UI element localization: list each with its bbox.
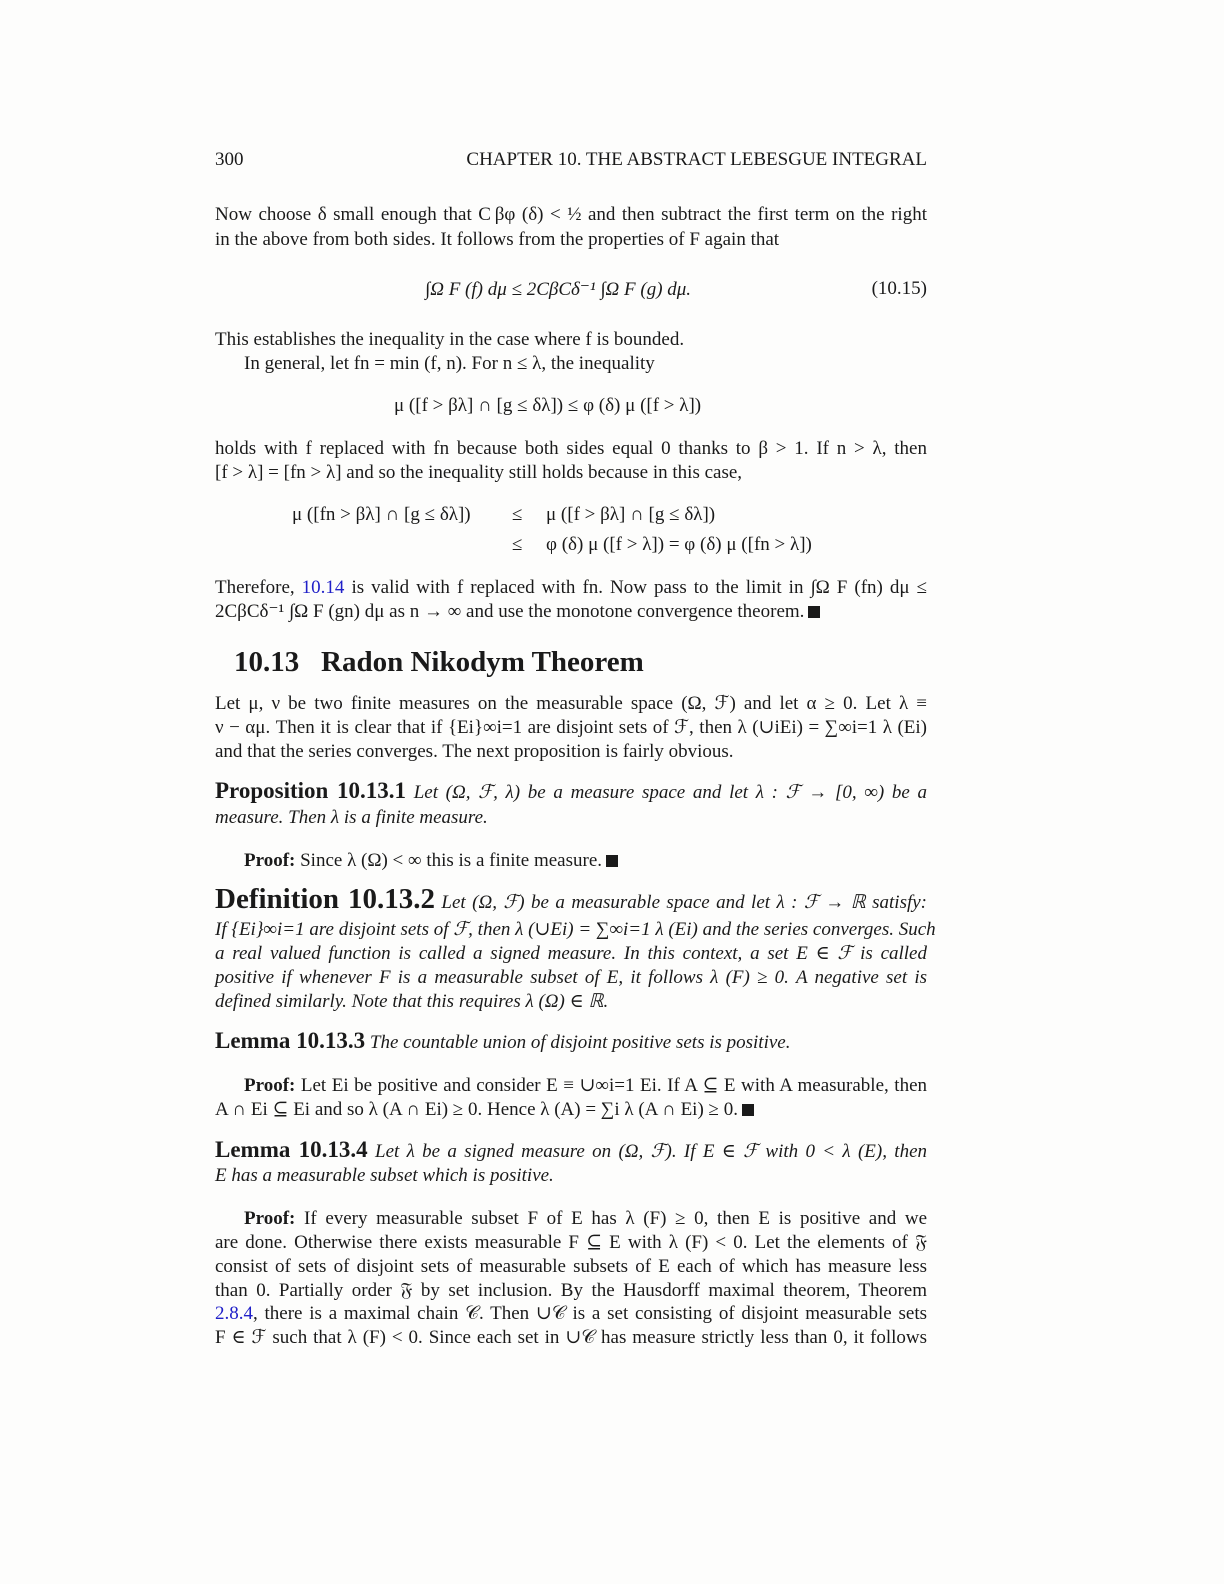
definition-line: a real valued function is called a signed measure. In this context, a set E ∈ ℱ is called — [215, 943, 927, 964]
definition-label: Definition 10.13.2 — [215, 883, 435, 915]
section-title: Radon Nikodym Theorem — [321, 646, 644, 678]
proof-line: consist of sets of disjoint sets of measurable subsets of E each of which has measure less — [215, 1256, 927, 1277]
text-line: This establishes the inequality in the case where f is bounded. — [215, 329, 685, 350]
proof-line — [215, 1074, 927, 1098]
text-line: Let μ, ν be two finite measures on the measurable space (Ω, ℱ) and let α ≥ 0. Let λ ≡ — [215, 693, 927, 714]
equation-array-rel: ≤ — [512, 504, 523, 525]
text-line: Now choose δ small enough that C βφ (δ) < ½ and then subtract the first term on the right — [215, 204, 927, 225]
definition-line: If {Ei}∞i=1 are disjoint sets of ℱ, then λ (∪Ei) = ∑∞i=1 λ (Ei) and the series converges. Such — [215, 919, 936, 940]
text-line — [215, 576, 927, 600]
proof-text: Since λ (Ω) < ∞ this is a finite measure. — [300, 850, 603, 871]
definition-line: defined similarly. Note that this requires λ (Ω) ∈ ℝ. — [215, 991, 609, 1012]
proof-line — [215, 1098, 927, 1122]
section-heading — [234, 646, 644, 679]
proposition-label: Proposition 10.13.1 — [215, 778, 407, 803]
equation-number: (10.15) — [871, 278, 927, 299]
theorem-link[interactable]: 2.8.4 — [215, 1303, 253, 1324]
equation-10-15: ∫Ω F (f) dμ ≤ 2CβCδ⁻¹ ∫Ω F (g) dμ. — [425, 279, 692, 300]
qed-icon — [606, 855, 618, 867]
definition-text: Let (Ω, ℱ) be a measurable space and let λ : ℱ → ℝ satisfy: — [441, 892, 928, 913]
text-line: In general, let fn = min (f, n). For n ≤ λ, the inequality — [244, 353, 655, 374]
proposition-line — [215, 779, 927, 805]
text-fragment: Therefore, — [215, 577, 295, 598]
equation-array-right: μ ([f > βλ] ∩ [g ≤ δλ]) — [546, 504, 716, 525]
proof-label: Proof: — [244, 1208, 296, 1229]
text-fragment: is valid with f replaced with fn. Now pass to the limit in ∫Ω F (fn) dμ ≤ — [351, 577, 928, 598]
page-number: 300 — [215, 149, 244, 170]
section-number: 10.13 — [234, 646, 300, 678]
proof-label: Proof: — [244, 1075, 296, 1096]
proof-label: Proof: — [244, 850, 296, 871]
proof-text: If every measurable subset F of E has λ (F) ≥ 0, then E is positive and we — [304, 1208, 928, 1229]
proof-line — [215, 849, 927, 873]
equation-array-right: φ (δ) μ ([f > λ]) = φ (δ) μ ([fn > λ]) — [546, 534, 812, 555]
proof-line — [215, 1302, 927, 1326]
lemma-line — [215, 1138, 927, 1164]
lemma-line: E has a measurable subset which is positive. — [215, 1165, 554, 1186]
definition-line — [215, 883, 928, 915]
text-line: [f > λ] = [fn > λ] and so the inequality still holds because in this case, — [215, 462, 743, 483]
running-header: CHAPTER 10. THE ABSTRACT LEBESGUE INTEGRAL — [466, 149, 927, 170]
equation-array-left: μ ([fn > βλ] ∩ [g ≤ δλ]) — [292, 504, 471, 525]
lemma-text: Let λ be a signed measure on (Ω, ℱ). If E ∈ ℱ with 0 < λ (E), then — [375, 1141, 928, 1162]
lemma-label: Lemma 10.13.4 — [215, 1137, 368, 1162]
definition-line: positive if whenever F is a measurable subset of E, it follows λ (F) ≥ 0. A negative set is — [215, 967, 927, 988]
text-line: in the above from both sides. It follows from the properties of F again that — [215, 229, 780, 250]
qed-icon — [808, 606, 820, 618]
proof-text: , there is a maximal chain 𝒞. Then ∪𝒞 is a set consisting of disjoint measurable sets — [253, 1303, 927, 1324]
text-fragment: 2CβCδ⁻¹ ∫Ω F (gn) dμ as n → ∞ and use the monotone convergence theorem. — [215, 601, 805, 622]
lemma-text: The countable union of disjoint positive sets is positive. — [369, 1032, 791, 1053]
text-line: holds with f replaced with fn because both sides equal 0 thanks to β > 1. If n > λ, then — [215, 438, 927, 459]
proposition-text: Let (Ω, ℱ, λ) be a measure space and let λ : ℱ → [0, ∞) be a — [413, 782, 927, 803]
equation-mu: μ ([f > βλ] ∩ [g ≤ δλ]) ≤ φ (δ) μ ([f > λ]) — [394, 395, 702, 416]
proof-line: are done. Otherwise there exists measurable F ⊆ E with λ (F) < 0. Let the elements of 𝔉 — [215, 1232, 927, 1253]
proof-text: A ∩ Ei ⊆ Ei and so λ (A ∩ Ei) ≥ 0. Hence λ (A) = ∑i λ (A ∩ Ei) ≥ 0. — [215, 1099, 738, 1120]
text-line — [215, 600, 927, 624]
equation-array-rel: ≤ — [512, 534, 523, 555]
proof-line — [215, 1207, 927, 1231]
proof-line: F ∈ ℱ such that λ (F) < 0. Since each set in ∪𝒞 has measure strictly less than 0, it follows — [215, 1327, 927, 1348]
equation-link[interactable]: 10.14 — [301, 577, 345, 598]
text-line: and that the series converges. The next proposition is fairly obvious. — [215, 741, 734, 762]
text-line: ν − αμ. Then it is clear that if {Ei}∞i=1 are disjoint sets of ℱ, then λ (∪iEi) = ∑∞i=1 λ (Ei) — [215, 717, 927, 738]
lemma-label: Lemma 10.13.3 — [215, 1028, 366, 1053]
proposition-line: measure. Then λ is a finite measure. — [215, 807, 488, 828]
proof-text: Let Ei be positive and consider E ≡ ∪∞i=1 Ei. If A ⊆ E with A measurable, then — [300, 1075, 927, 1096]
lemma-line — [215, 1029, 927, 1055]
qed-icon — [742, 1104, 754, 1116]
proof-line: than 0. Partially order 𝔉 by set inclusion. By the Hausdorff maximal theorem, Theorem — [215, 1280, 927, 1301]
